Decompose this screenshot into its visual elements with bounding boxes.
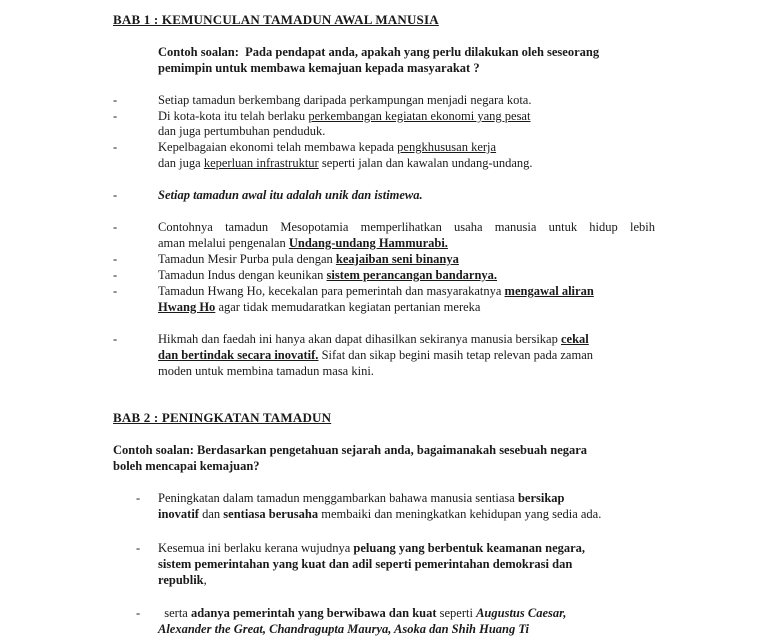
point-3-line-1 [158,139,496,155]
point-2-line-2: dan juga pertumbuhan penduduk. [158,124,326,138]
bullet-dash: - [136,491,141,505]
bullet-dash: - [136,541,141,555]
chapter-1-question-line-1 [158,44,599,60]
point-6 [158,251,459,267]
text: Tamadun Indus dengan keunikan [158,268,327,282]
point-2-line-1 [158,108,530,124]
c-point-1-line-2 [158,506,601,522]
bullet-dash: - [113,220,118,234]
bold-text: peluang yang berbentuk keamanan negara, [353,541,586,555]
point-7 [158,267,497,283]
chapter-1-question-line-2: pemimpin untuk membawa kemajuan kepada masyarakat ? [158,61,480,75]
c-point-2-line-3 [158,572,207,588]
text: Hikmah dan faedah ini hanya akan dapat dihasilkan sekiranya manusia bersikap [158,332,561,346]
c-point-3-line-2: Alexander the Great, Chandragupta Maurya, Asoka dan Shih Huang Ti [158,622,530,636]
bullet-dash: - [113,188,118,202]
text: seperti jalan dan kawalan undang-undang. [318,156,533,170]
bullet-dash: - [113,252,118,266]
bullet-dash: - [113,268,118,282]
bullet-dash: - [113,93,118,107]
text: dan juga [158,156,204,170]
bold-text: bersikap [517,491,565,505]
bold-italic-text: Augustus Caesar, [476,606,567,620]
text: Kesemua ini berlaku kerana wujudnya [158,541,354,555]
bold-text: adanya pemerintah yang berwibawa dan kuat [190,606,437,620]
point-8-line-2 [158,299,480,315]
point-5-line-1: Contohnya tamadun Mesopotamia memperlihatkan usaha manusia untuk hidup lebih [158,220,655,234]
text: Di kota-kota itu telah berlaku [158,109,309,123]
bold-underlined-text: keajaiban seni binanya [335,252,459,266]
text: dan [198,507,224,521]
bold-underlined-text: Undang-undang Hammurabi. [288,236,448,250]
text: Tamadun Hwang Ho, kecekalan para pemerintah dan masyarakatnya [158,284,505,298]
underlined-text: keperluan infrastruktur [203,156,319,170]
text: membaiki dan meningkatkan kehidupan yang sedia ada. [318,507,602,521]
point-5-line-2 [158,235,448,251]
text: Peningkatan dalam tamadun menggambarkan bahawa manusia sentiasa [158,491,518,505]
bold-underlined-text: cekal [561,332,589,346]
c-point-2-line-2: sistem pemerintahan yang kuat dan adil seperti pemerintahan demokrasi dan [158,557,573,571]
bullet-dash: - [136,606,141,620]
chapter-2-heading: BAB 2 : PENINGKATAN TAMADUN [113,410,332,425]
bold-underlined-text: dan bertindak secara inovatif. [158,348,319,362]
chapter-1-heading: BAB 1 : KEMUNCULAN TAMADUN AWAL MANUSIA [113,12,439,27]
text: Sifat dan sikap begini masih tetap relevan pada zaman [318,348,593,362]
bullet-dash: - [113,284,118,298]
bold-text: inovatif [158,507,199,521]
point-3-line-2 [158,155,533,171]
text: Kepelbagaian ekonomi telah membawa kepada [158,140,398,154]
question-text: Pada pendapat anda, apakah yang perlu dilakukan oleh seseorang [245,45,600,59]
c-point-2-line-1 [158,540,585,556]
bullet-dash: - [113,140,118,154]
chapter-2-question-line-2: boleh mencapai kemajuan? [113,459,260,473]
bold-underlined-text: mengawal aliran [504,284,594,298]
bold-underlined-text: Hwang Ho [158,300,216,314]
question-label: Contoh soalan: [158,45,239,59]
point-4: Setiap tamadun awal itu adalah unik dan istimewa. [158,188,423,202]
point-8-line-1 [158,283,594,299]
text: aman melalui pengenalan [158,236,289,250]
c-point-3-line-1 [158,605,566,621]
bullet-dash: - [113,109,118,123]
point-1: Setiap tamadun berkembang daripada perkampungan menjadi negara kota. [158,93,532,107]
c-point-1-line-1 [158,490,565,506]
point-9-line-1 [158,331,589,347]
point-9-line-3: moden untuk membina tamadun masa kini. [158,364,374,378]
text: agar tidak memudaratkan kegiatan pertanian mereka [215,300,481,314]
text: seperti [436,606,477,620]
point-9-line-2 [158,347,593,363]
text: , [203,573,207,587]
underlined-text: perkembangan kegiatan ekonomi yang pesat [308,109,531,123]
text: serta [158,606,191,620]
bold-underlined-text: sistem perancangan bandarnya. [326,268,498,282]
bold-text: sentiasa berusaha [223,507,319,521]
underlined-text: pengkhususan kerja [397,140,497,154]
bold-text: republik [158,573,204,587]
bullet-dash: - [113,332,118,346]
text: Tamadun Mesir Purba pula dengan [158,252,336,266]
chapter-2-question-line-1: Contoh soalan: Berdasarkan pengetahuan sejarah anda, bagaimanakah sesebuah negara [113,443,588,457]
